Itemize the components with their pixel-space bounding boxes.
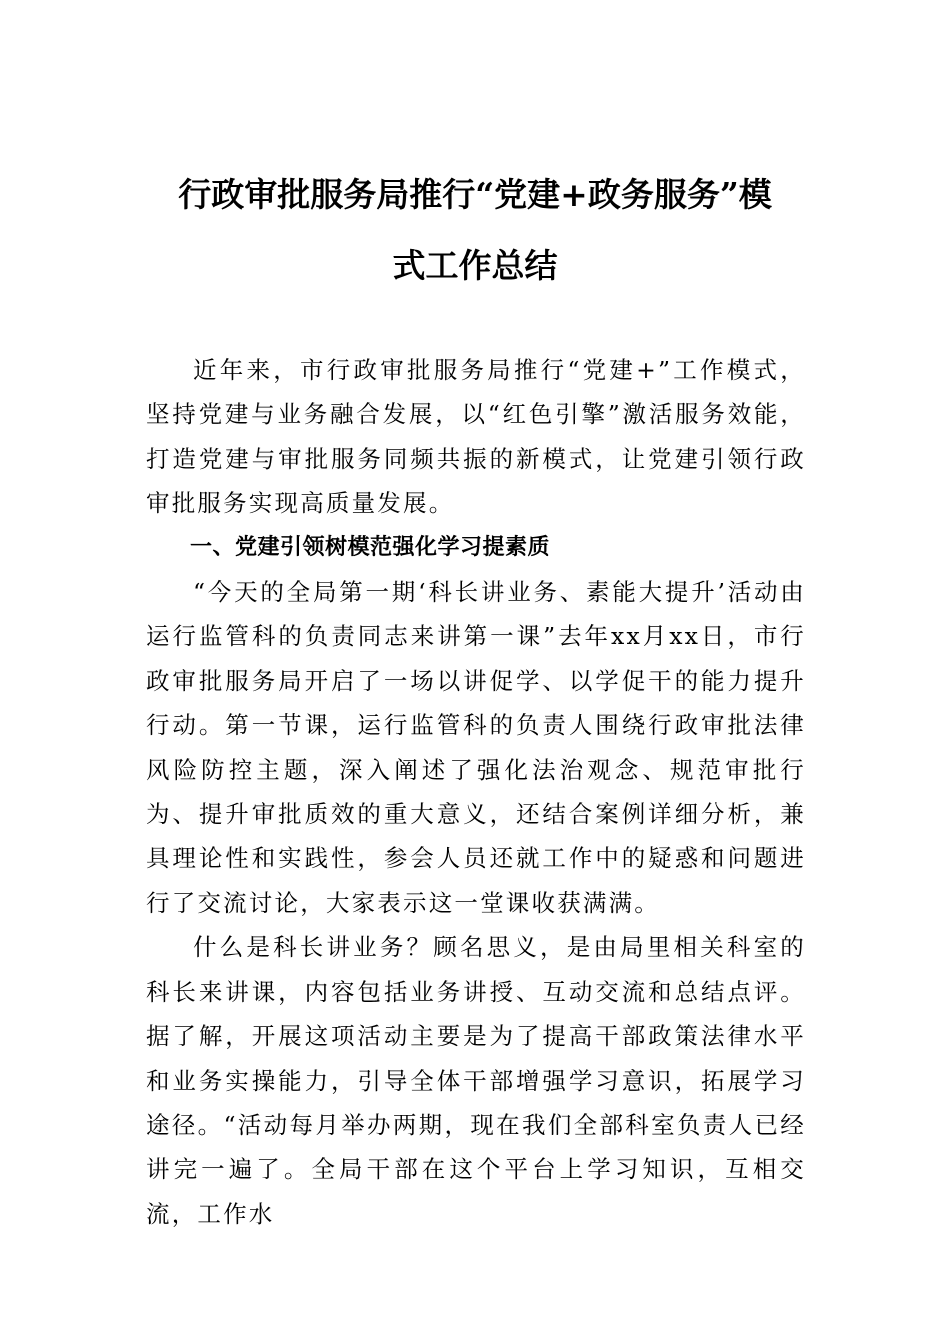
document-title-line-2: 式工作总结 — [392, 246, 558, 285]
document-body — [146, 348, 806, 1236]
section-heading: 一、党建引领树模范强化学习提素质 — [190, 534, 551, 560]
body-paragraph: 什么是科长讲业务？顾名思义，是由局里相关科室的科长来讲课，内容包括业务讲授、互动交流和总结点评。据了解，开展这项活动主要是为了提高干部政策法律水平和业务实操能力，引导全体干部增强学习意识，拓展学习途径。“活动每月举办两期，现在我们全部科室负责人已经讲完一遍了。全局干部在这个平台上学习知识，互相交流，工作水 — [146, 933, 806, 1228]
intro-paragraph: 近年来，市行政审批服务局推行“党建+”工作模式，坚持党建与业务融合发展，以“红色引擎”激活服务效能，打造党建与审批服务同频共振的新模式，让党建引领行政审批服务实现高质量发展。 — [146, 356, 806, 518]
document-title-line-1: 行政审批服务局推行“党建+政务服务”模 — [178, 175, 772, 214]
body-paragraph: “今天的全局第一期‘科长讲业务、素能大提升’活动由运行监管科的负责同志来讲第一课”去年xx月xx日，市行政审批服务局开启了一场以讲促学、以学促干的能力提升行动。第一节课，运行监管科的负责人围绕行政审批法律风险防控主题，深入阐述了强化法治观念、规范审批行为、提升审批质效的重大意义，还结合案例详细分析，兼具理论性和实践性，参会人员还就工作中的疑惑和问题进行了交流讨论，大家表示这一堂课收获满满。 — [146, 578, 806, 917]
